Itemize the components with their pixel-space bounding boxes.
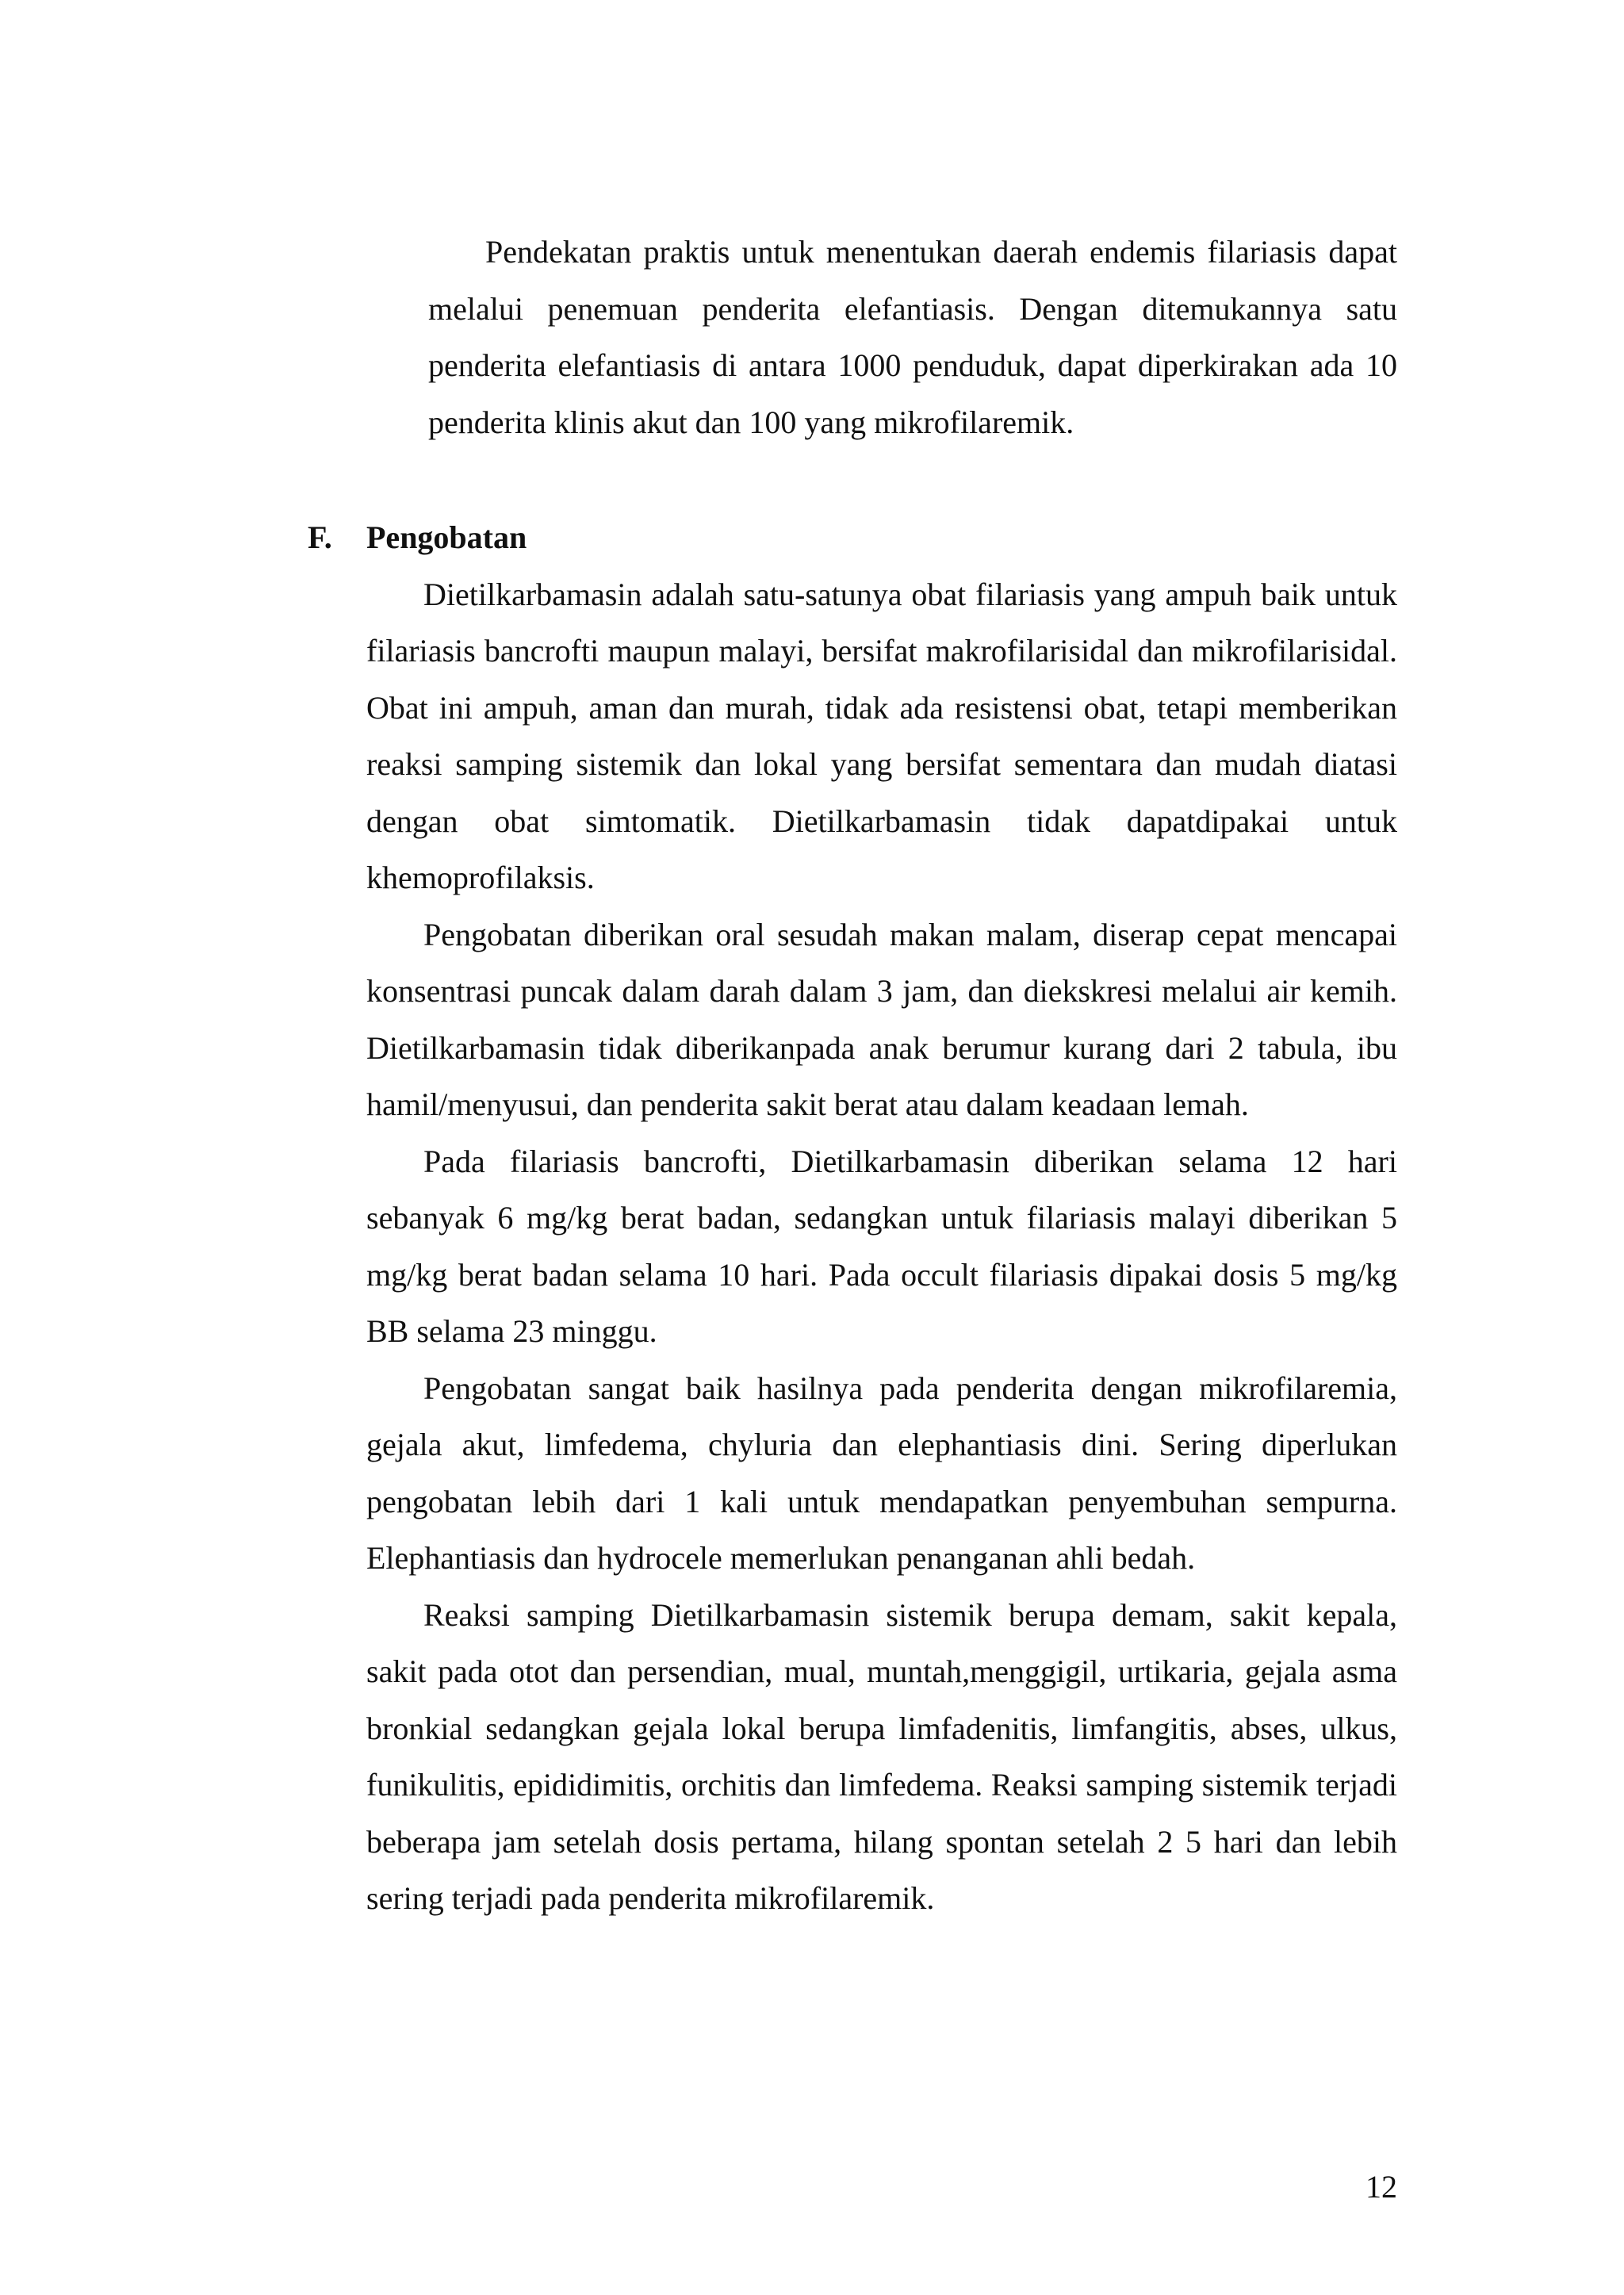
paragraph-3: Pada filariasis bancrofti, Dietilkarbamasin diberikan selama 12 hari sebanyak 6 mg/kg berat badan, sedangkan untuk filariasis malayi diberikan 5 mg/kg berat badan selama 10 hari. Pada occult filariasis dipakai dosis 5 mg/kg BB selama 23 minggu. xyxy=(366,1143,1397,1349)
page-number: 12 xyxy=(1365,2169,1397,2205)
paragraph-5: Reaksi samping Dietilkarbamasin sistemik berupa demam, sakit kepala, sakit pada otot dan persendian, mual, muntah,menggigil, urtikaria, gejala asma bronkial sedangkan gejala lokal berupa limfadenitis, limfangitis, abses, ulkus, funikulitis, epididimitis, orchitis dan limfedema. Reaksi samping sistemik terjadi beberapa jam setelah dosis pertama, hilang spontan setelah 2 5 hari dan lebih sering terjadi pada penderita mikrofilaremik. xyxy=(366,1596,1397,1916)
section-body xyxy=(366,566,1397,1927)
section-pengobatan xyxy=(308,509,1397,1927)
section-number: F. xyxy=(308,519,332,555)
paragraph-1: Dietilkarbamasin adalah satu-satunya obat filariasis yang ampuh baik untuk filariasis bancrofti maupun malayi, bersifat makrofilarisidal dan mikrofilarisidal. Obat ini ampuh, aman dan murah, tidak ada resistensi obat, tetapi memberikan reaksi samping sistemik dan lokal yang bersifat sementara dan mudah diatasi dengan obat simtomatik. Dietilkarbamasin tidak dapatdipakai untuk khemoprofilaksis. xyxy=(366,576,1397,895)
paragraph-4: Pengobatan sangat baik hasilnya pada penderita dengan mikrofilaremia, gejala akut, limfedema, chyluria dan elephantiasis dini. Sering diperlukan pengobatan lebih dari 1 kali untuk mendapatkan penyembuhan sempurna. Elephantiasis dan hydrocele memerlukan penanganan ahli bedah. xyxy=(366,1370,1397,1576)
paragraph-2: Pengobatan diberikan oral sesudah makan malam, diserap cepat mencapai konsentrasi puncak dalam darah dalam 3 jam, dan diekskresi melalui air kemih. Dietilkarbamasin tidak diberikanpada anak berumur kurang dari 2 tabula, ibu hamil/menyusui, dan penderita sakit berat atau dalam keadaan lemah. xyxy=(366,916,1397,1122)
section-title: Pengobatan xyxy=(366,519,527,555)
intro-paragraph: Pendekatan praktis untuk menentukan daerah endemis filariasis dapat melalui penemuan penderita elefantiasis. Dengan ditemukannya satu penderita elefantiasis di antara 1000 penduduk, dapat diperkirakan ada 10 penderita klinis akut dan 100 yang mikrofilaremik. xyxy=(428,234,1397,440)
intro-block xyxy=(428,224,1397,450)
section-heading xyxy=(308,509,1397,566)
